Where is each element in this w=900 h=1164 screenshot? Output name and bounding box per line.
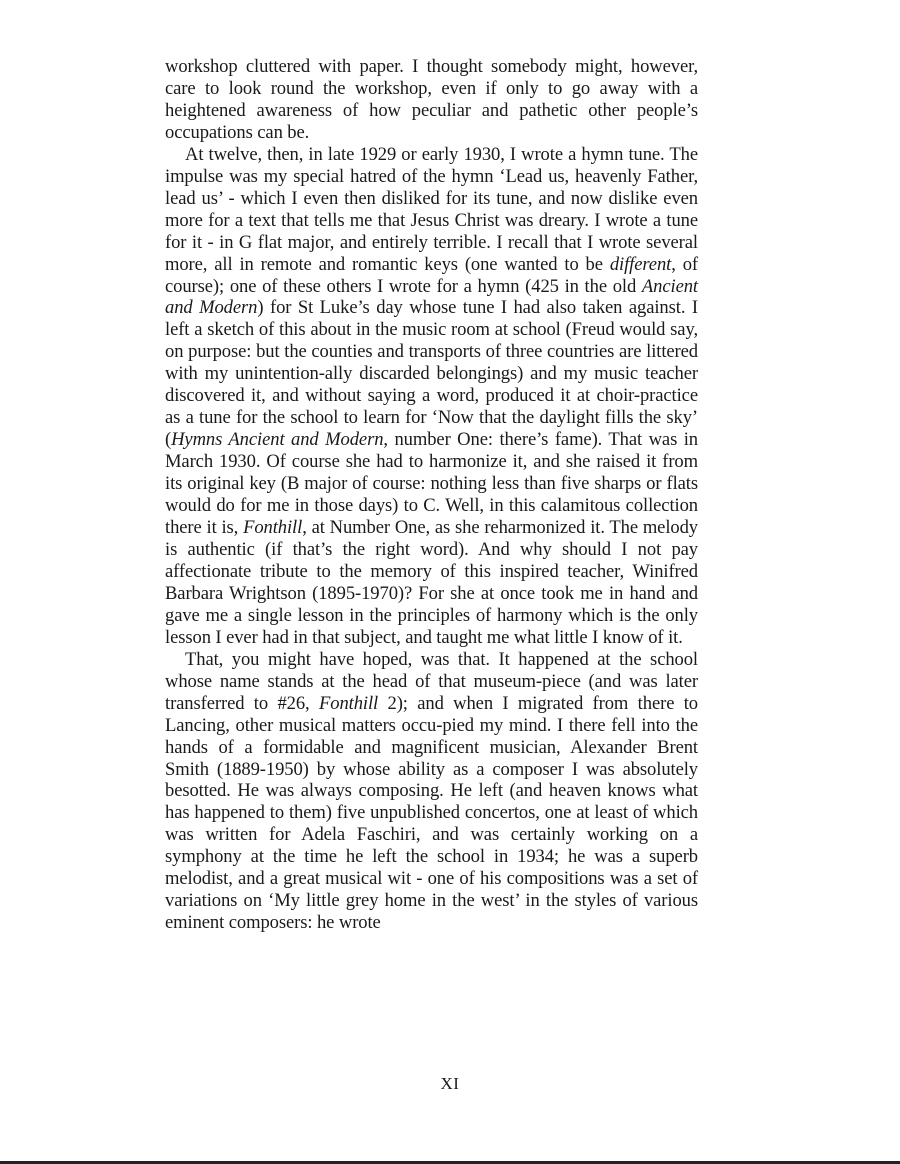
text-run: 2); and when I migrated from there to Lancing, other musical matters occu-pied my mind. I there fell into the hands of a formidable and magnificent musician, Alexander Brent Smith (1889-1950) by whose ability as a composer I was absolutely besotted. He was always composing. He left (and heaven knows what has happened to them) five unpublished concertos, one at least of which was written for Adela Faschiri, and was certainly working on a symphony at the time he left the school in 1934; he was a superb melodist, and a great musical wit - one of his compositions was a set of variations on ‘My little grey home in the west’ in the styles of various eminent composers: he wrote [165,692,698,934]
italic-text-run: different [609,253,672,275]
italic-text-run: Hymns Ancient and Modern [171,429,384,451]
text-run: , number One: there’s fame). That was in March 1930. Of course she had to harmonize it, and she raised it from its original key (B major of course: nothing less than five sharps or flats would do for me in those days) to C. Well, in this calamitous collection there it is, [165,429,698,539]
text-run: , of course); one of these others I wrote for a hymn (425 in the old [165,253,698,297]
paragraph [165,144,698,649]
italic-text-run: Fonthill [243,517,303,539]
text-run: At twelve, then, in late 1929 or early 1930, I wrote a hymn tune. The impulse was my special hatred of the hymn ‘Lead us, heavenly Father, lead us’ - which I even then disliked for its tune, and now dislike even more for a text that tells me that Jesus Christ was dreary. I wrote a tune for it - in G flat major, and entirely terrible. I recall that I wrote several more, all in remote and romantic keys (one wanted to be [165,143,698,275]
paragraph [165,56,698,144]
text-run: workshop cluttered with paper. I thought somebody might, however, care to look round the workshop, even if only to go away with a heightened awareness of how peculiar and pathetic other people’s occupations can be. [165,56,698,143]
italic-text-run: Ancient and Modern [165,275,698,319]
body-text [165,56,698,934]
page-number: XI [440,1074,460,1093]
paragraph [165,649,698,934]
text-run: , at Number One, as she reharmonized it. The melody is authentic (if that’s the right word). And why should I not pay affectionate tribute to the memory of this inspired teacher, Winifred Barbara Wrightson (1895-1970)? For she at once took me in hand and gave me a single lesson in the principles of harmony which is the only lesson I ever had in that subject, and taught me what little I know of it. [165,517,698,648]
italic-text-run: Fonthill [318,692,379,714]
text-run: That, you might have hoped, was that. It happened at the school whose name stands at the head of that museum-piece (and was later transferred to #26, [165,648,698,714]
text-run: ) for St Luke’s day whose tune I had also taken against. I left a sketch of this about in the music room at school (Freud would say, on purpose: but the counties and transports of three countries are littered with my unintention-ally discarded belongings) and my music teacher discovered it, and without saying a word, produced it at choir-practice as a tune for the school to learn for ‘Now that the daylight fills the sky’ ( [165,297,698,451]
